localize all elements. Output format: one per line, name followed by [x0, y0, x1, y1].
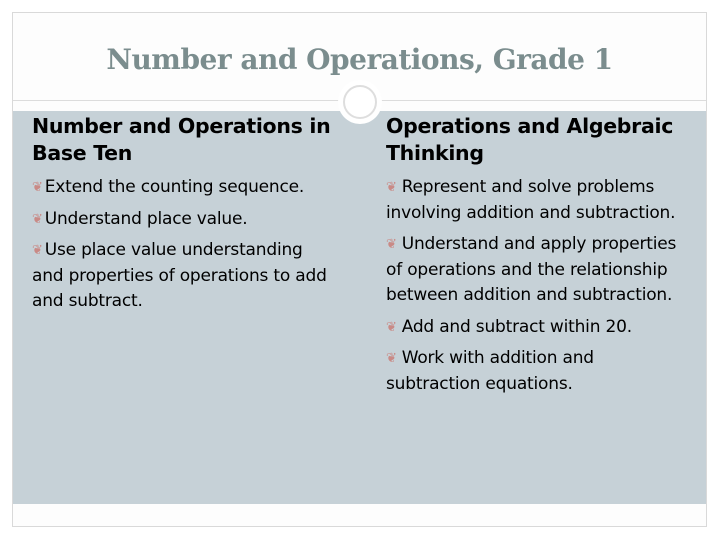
ornament-flourish-icon: ❦ — [32, 211, 43, 227]
list-item — [32, 207, 332, 233]
ornament-flourish-icon: ❦ — [32, 243, 43, 258]
bullet-list — [32, 175, 332, 315]
bullet-list — [386, 175, 691, 397]
list-item — [386, 232, 691, 309]
slide — [12, 12, 707, 527]
list-item-text: Represent and solve problems involving addition and subtraction. — [386, 177, 676, 223]
ornament-flourish-icon: ❦ — [32, 180, 43, 195]
list-item — [32, 175, 332, 201]
list-item — [386, 346, 691, 397]
list-item — [386, 315, 691, 341]
ornament-flourish-icon: ❦ — [386, 319, 397, 335]
slide-title: Number and Operations, Grade 1 — [106, 43, 613, 76]
ornament-flourish-icon: ❦ — [386, 351, 397, 366]
list-item-text: Work with addition and subtraction equations. — [386, 348, 594, 394]
list-item-text: Understand place value. — [44, 208, 248, 229]
list-item — [32, 238, 332, 315]
list-item-text: Add and subtract within 20. — [401, 316, 632, 337]
list-item — [386, 175, 691, 226]
column-heading: Number and Operations in Base Ten — [32, 114, 331, 165]
ornament-flourish-icon: ❦ — [386, 237, 397, 252]
ornament-flourish-icon: ❦ — [386, 180, 397, 195]
list-item-text: Understand and apply properties of operations and the relationship between addition and subtraction. — [386, 234, 677, 305]
list-item-text: Extend the counting sequence. — [44, 177, 305, 197]
column-algebraic-thinking — [386, 113, 691, 403]
column-base-ten — [32, 113, 332, 321]
circle-ornament-icon — [338, 80, 382, 124]
list-item-text: Use place value understanding and properties of operations to add and subtract. — [32, 240, 327, 311]
column-heading: Operations and Algebraic Thinking — [386, 114, 674, 165]
